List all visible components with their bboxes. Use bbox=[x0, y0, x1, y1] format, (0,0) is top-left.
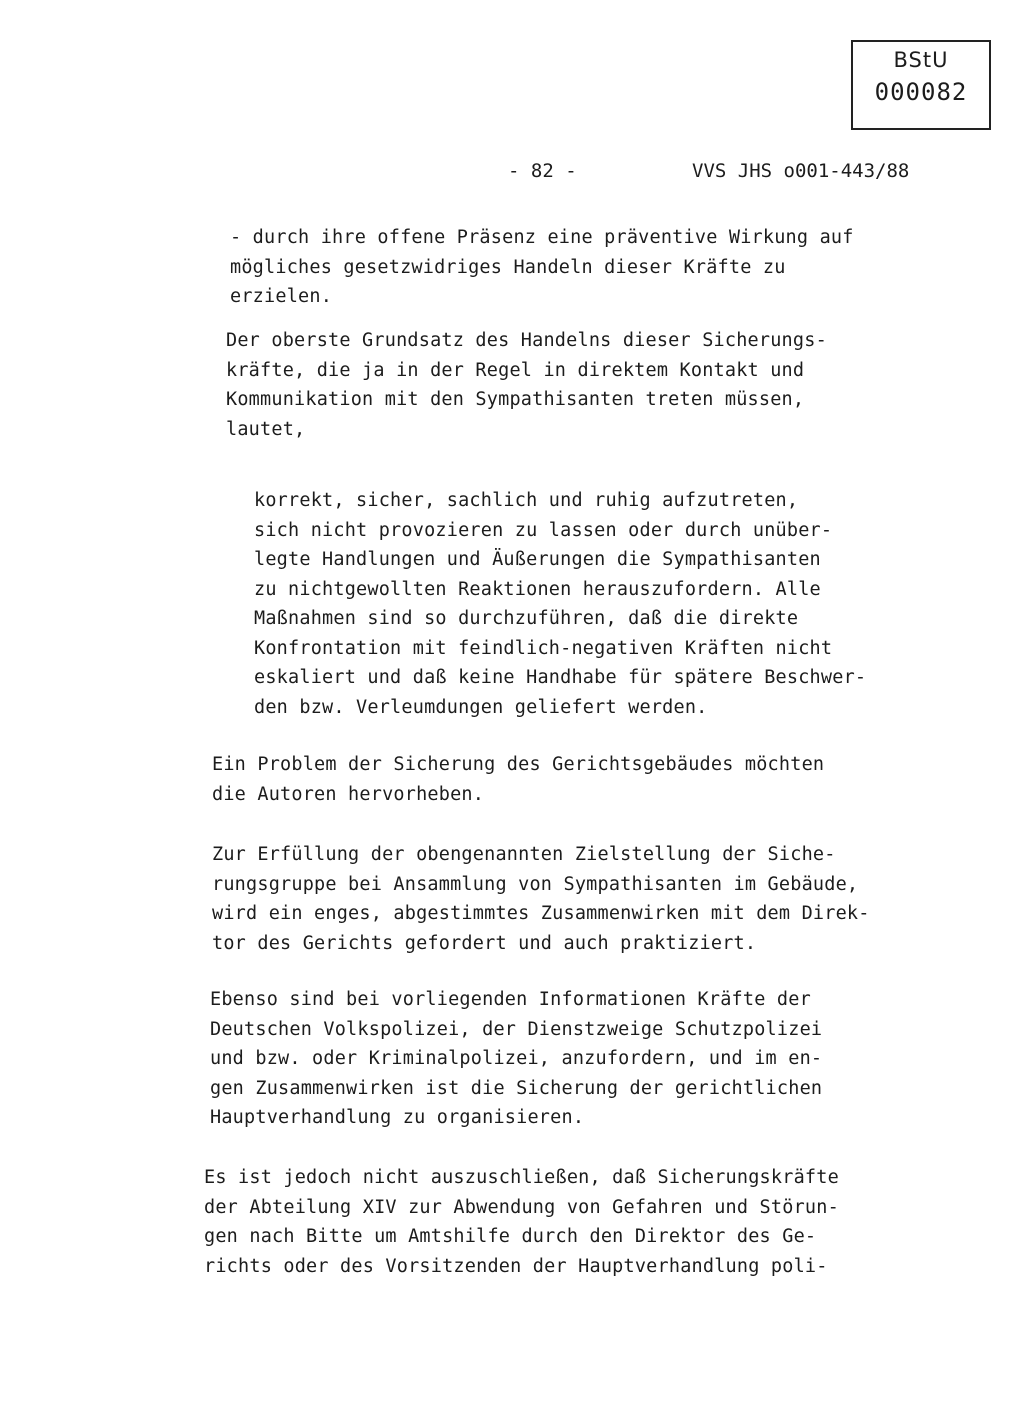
text-line: Konfrontation mit feindlich-negativen Kräften nicht bbox=[254, 637, 833, 659]
paragraph-department bbox=[204, 1163, 839, 1281]
document-reference: VVS JHS o001-443/88 bbox=[692, 160, 910, 182]
text-line: und bzw. oder Kriminalpolizei, anzufordern, und im en- bbox=[210, 1048, 823, 1069]
stamp-label: BStU bbox=[893, 48, 949, 72]
text-line: mögliches gesetzwidriges Handeln dieser Kräfte zu bbox=[230, 256, 786, 278]
text-line: legte Handlungen und Äußerungen die Sympathisanten bbox=[254, 549, 821, 570]
text-line: Ebenso sind bei vorliegenden Informationen Kräfte der bbox=[210, 989, 811, 1010]
text-line: gen Zusammenwirken ist die Sicherung der gerichtlichen bbox=[210, 1077, 823, 1099]
paragraph-principle bbox=[226, 326, 827, 444]
text-line: Hauptverhandlung zu organisieren. bbox=[210, 1107, 585, 1128]
text-line: Kommunikation mit den Sympathisanten treten müssen, bbox=[226, 389, 805, 410]
text-line: Der oberste Grundsatz des Handelns dieser Sicherungs- bbox=[226, 330, 827, 351]
text-line: gen nach Bitte um Amtshilfe durch den Direktor des Ge- bbox=[204, 1226, 817, 1247]
text-line: wird ein enges, abgestimmtes Zusammenwirken mit dem Direk- bbox=[212, 903, 870, 924]
text-line: zu nichtgewollten Reaktionen herauszufordern. Alle bbox=[254, 578, 821, 600]
text-line: Maßnahmen sind so durchzuführen, daß die direkte bbox=[254, 608, 799, 629]
page-number: - 82 - bbox=[508, 160, 577, 182]
text-line: lautet, bbox=[226, 418, 306, 440]
text-line: Ein Problem der Sicherung des Gerichtsgebäudes möchten bbox=[212, 754, 825, 775]
text-line: die Autoren hervorheben. bbox=[212, 783, 485, 805]
text-line: den bzw. Verleumdungen geliefert werden. bbox=[254, 696, 708, 718]
paragraph-police bbox=[210, 985, 822, 1133]
text-line: Es ist jedoch nicht auszuschließen, daß Sicherungskräfte bbox=[204, 1167, 839, 1188]
archive-stamp bbox=[851, 40, 991, 130]
text-line: richts oder des Vorsitzenden der Hauptverhandlung poli- bbox=[204, 1255, 828, 1277]
paragraph-bullet bbox=[230, 223, 854, 312]
text-line: Zur Erfüllung der obengenannten Zielstellung der Siche- bbox=[212, 844, 836, 865]
paragraph-problem bbox=[212, 750, 824, 809]
text-line: der Abteilung XIV zur Abwendung von Gefahren und Störun- bbox=[204, 1196, 839, 1218]
text-line: Deutschen Volkspolizei, der Dienstzweige Schutzpolizei bbox=[210, 1018, 823, 1040]
text-line: kräfte, die ja in der Regel in direktem Kontakt und bbox=[226, 359, 805, 381]
text-line: - durch ihre offene Präsenz eine präventive Wirkung auf bbox=[230, 227, 854, 248]
text-line: rungsgruppe bei Ansammlung von Sympathisanten im Gebäude, bbox=[212, 873, 859, 895]
text-line: erzielen. bbox=[230, 286, 333, 307]
text-line: tor des Gerichts gefordert und auch praktiziert. bbox=[212, 932, 757, 954]
text-line: eskaliert und daß keine Handhabe für spätere Beschwer- bbox=[254, 667, 867, 688]
text-line: korrekt, sicher, sachlich und ruhig aufzutreten, bbox=[254, 490, 799, 511]
paragraph-quote bbox=[254, 486, 866, 722]
stamp-number: 000082 bbox=[874, 78, 968, 106]
paragraph-fulfillment bbox=[212, 840, 870, 958]
text-line: sich nicht provozieren zu lassen oder durch unüber- bbox=[254, 519, 833, 541]
